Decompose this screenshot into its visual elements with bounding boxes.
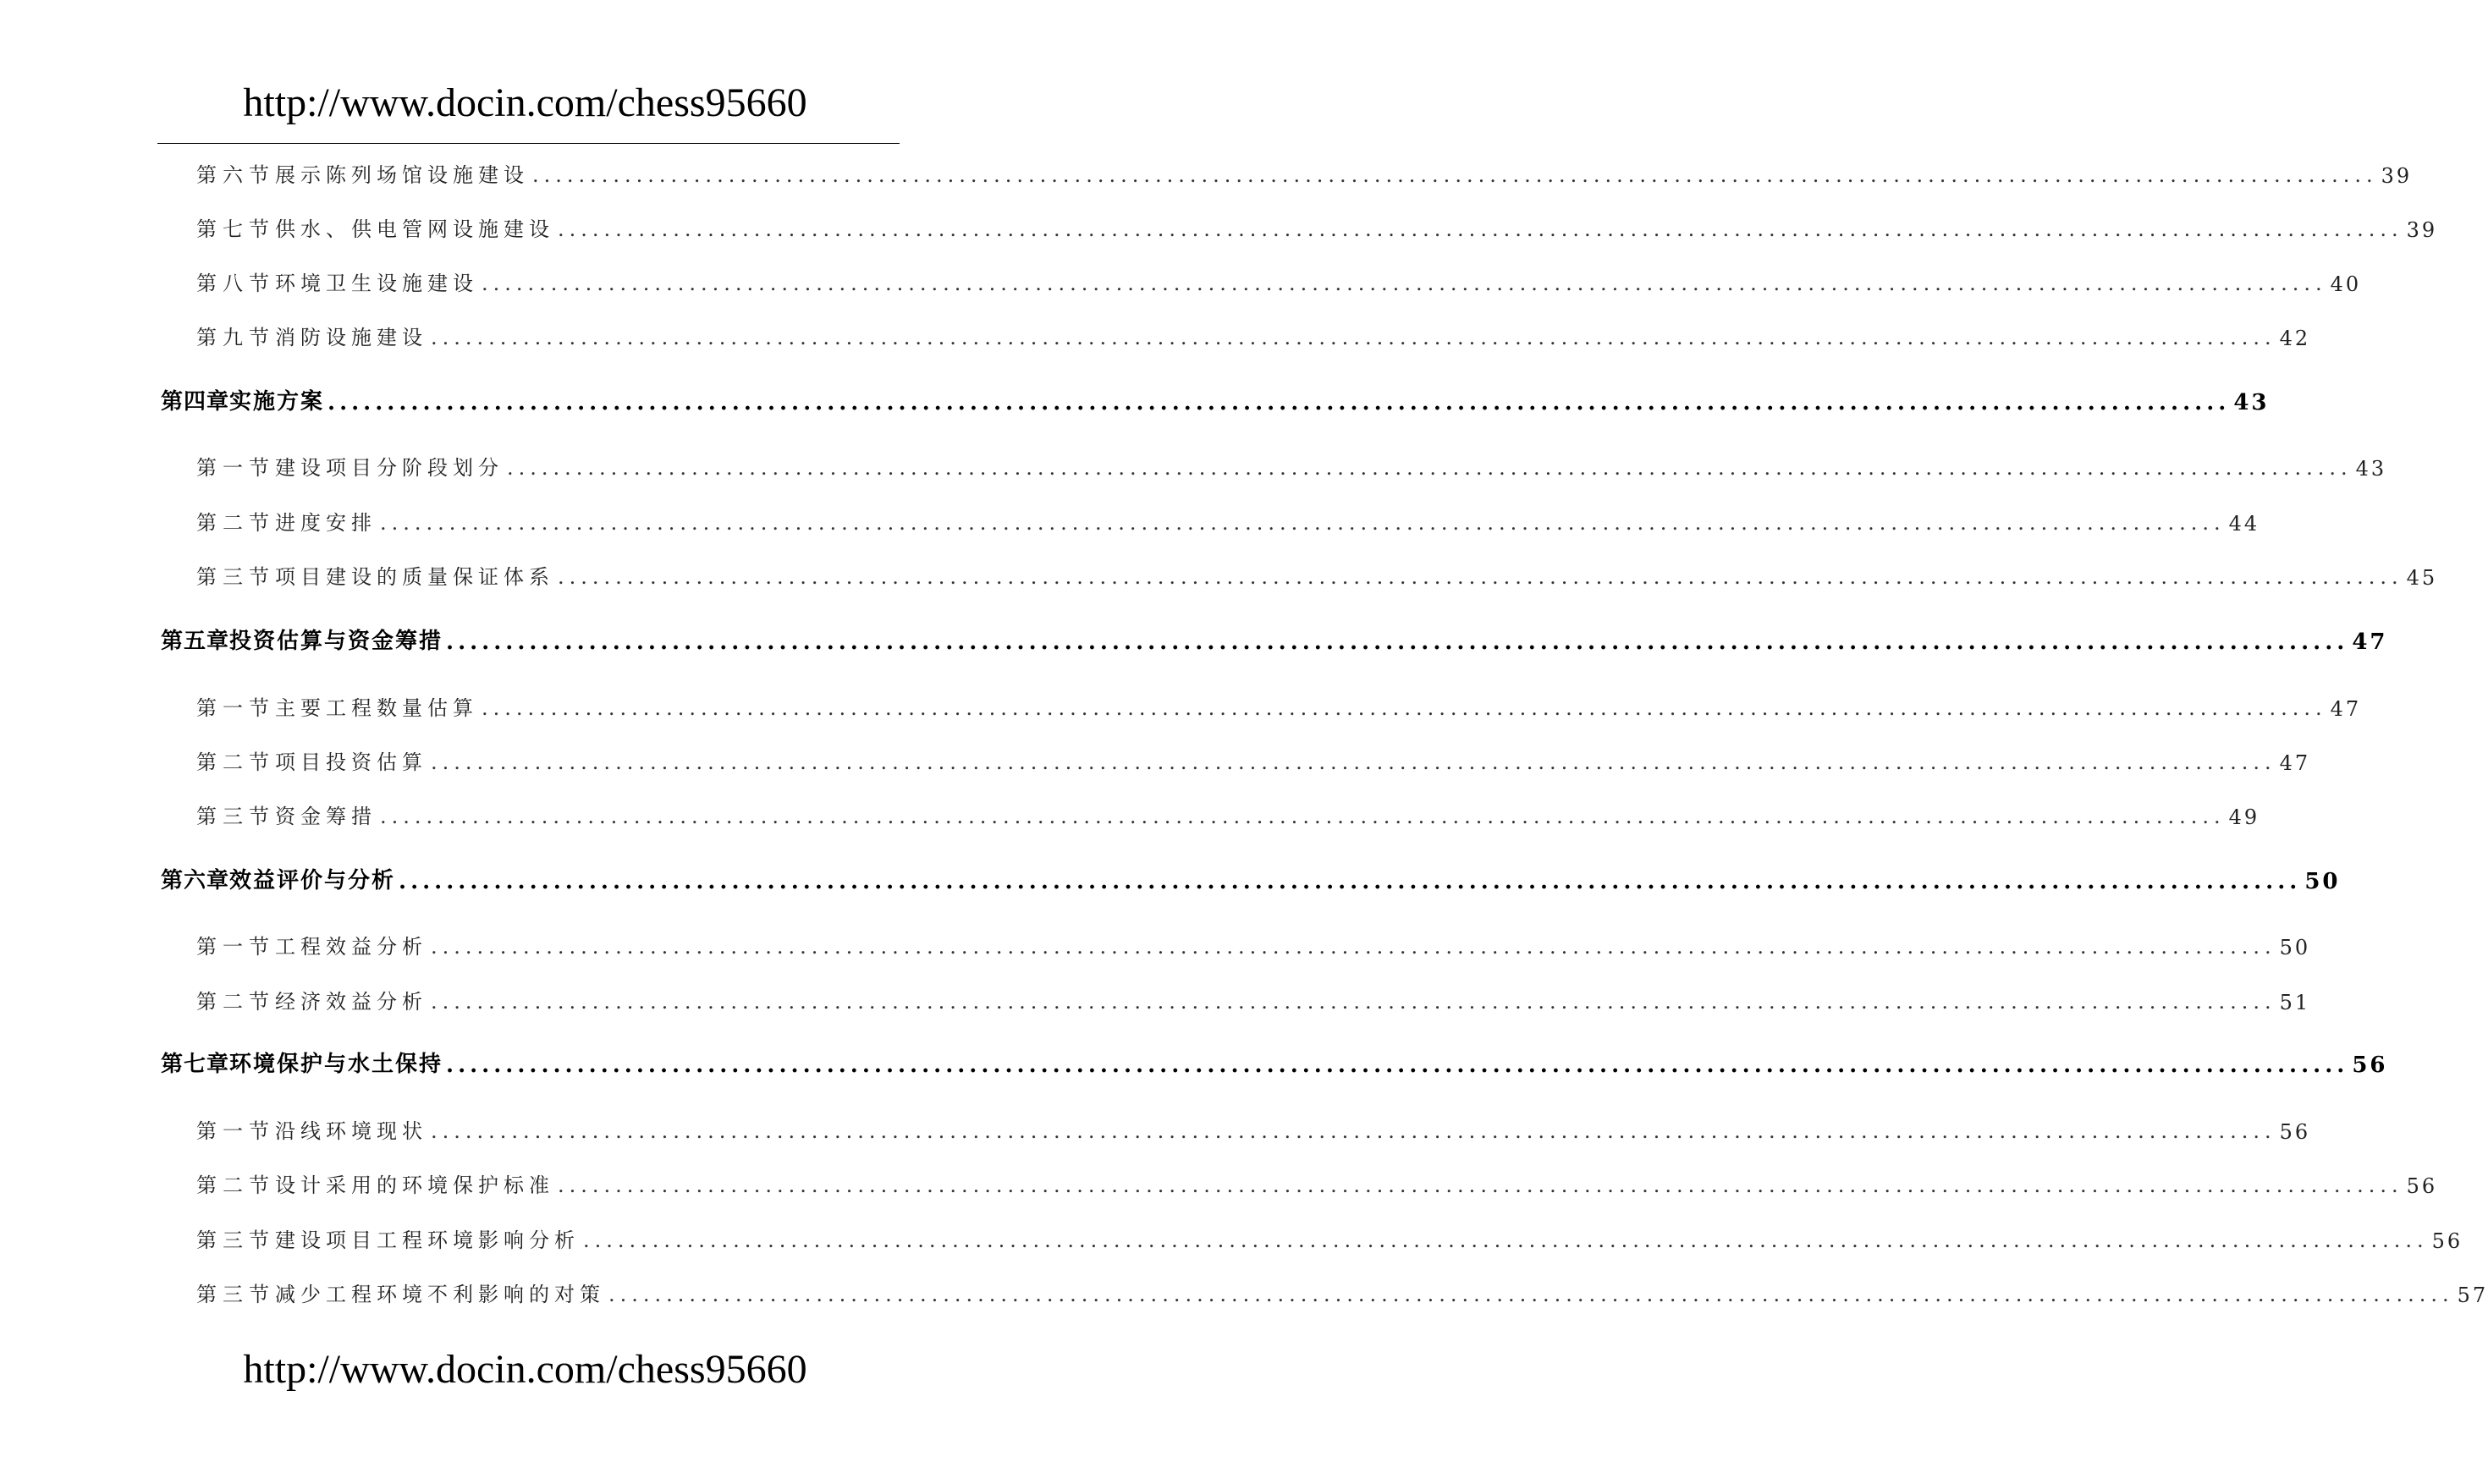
toc-section-entry[interactable] [0,799,2260,829]
toc-entry-label: 第二节 [196,511,275,535]
toc-entry-label: 第一节 [196,935,275,959]
toc-section-entry[interactable] [0,690,2362,721]
toc-entry-title: 沿线环境现状 [275,1119,427,1143]
toc-entry-title: 效益评价与分析 [229,868,396,893]
toc-dot-leader: ................................................................................................................................................................ [380,511,2226,535]
toc-dot-leader: ................................................................................................................................................................ [431,750,2276,774]
toc-dot-leader: ................................................................................................................................................................ [431,990,2276,1014]
toc-dot-leader: ................................................................................................................................................................ [431,1119,2276,1143]
toc-dot-leader: ................................................................................................................................................................ [482,272,2327,295]
toc-section-entry[interactable] [0,1223,2463,1253]
toc-section-entry[interactable] [0,450,2387,481]
toc-section-entry[interactable] [0,745,2311,775]
toc-dot-leader: ................................................................................................................................................................ [532,163,2378,187]
toc-entry-title: 建设项目分阶段划分 [275,456,504,480]
toc-entry-page-number: 47 [2352,629,2388,655]
toc-entry-title: 资金筹措 [275,805,377,828]
toc-section-entry[interactable] [0,266,2362,296]
toc-entry-page-number: 44 [2228,512,2260,536]
toc-entry-title: 消防设施建设 [275,326,427,349]
toc-dot-leader: ................................................................................................................................................................ [431,326,2276,349]
toc-entry-title: 环境卫生设施建设 [275,272,478,295]
toc-entry-title: 减少工程环境不利影响的对策 [275,1283,605,1306]
toc-entry-label: 第七节 [196,217,275,241]
toc-entry-title: 建设项目工程环境影响分析 [275,1228,580,1252]
toc-entry-title: 投资估算与资金筹措 [229,629,443,654]
toc-entry-label: 第一节 [196,456,275,480]
toc-entry-page-number: 50 [2304,869,2341,894]
toc-dot-leader: ................................................................................................................................................................ [583,1228,2429,1252]
toc-entry-title: 项目建设的质量保证体系 [275,565,554,589]
toc-entry-page-number: 56 [2352,1053,2388,1078]
toc-chapter-entry[interactable] [0,864,2341,894]
toc-entry-title: 经济效益分析 [275,990,427,1014]
toc-dot-leader: ................................................................................................................................................................ [558,1173,2403,1197]
toc-section-entry[interactable] [0,1168,2438,1198]
toc-section-entry[interactable] [0,929,2311,959]
toc-entry-title: 工程效益分析 [275,935,427,959]
toc-entry-page-number: 43 [2355,457,2387,481]
toc-section-entry[interactable] [0,212,2438,242]
toc-entry-title: 主要工程数量估算 [275,696,478,720]
toc-entry-page-number: 56 [2406,1174,2438,1198]
toc-entry-page-number: 39 [2406,218,2438,242]
toc-entry-page-number: 43 [2233,390,2270,415]
footer-url: http://www.docin.com/chess95660 [243,1347,807,1392]
toc-entry-page-number: 56 [2431,1229,2463,1253]
toc-section-entry[interactable] [0,1113,2311,1144]
toc-section-entry[interactable] [0,1277,2488,1307]
toc-entry-label: 第三节 [196,805,275,828]
toc-dot-leader: ................................................................................................................................................................ [608,1283,2454,1306]
toc-entry-page-number: 45 [2406,566,2438,590]
toc-entry-label: 第一节 [196,696,275,720]
toc-entry-label: 第七章 [161,1052,230,1077]
toc-entry-label: 第二节 [196,750,275,774]
toc-entry-label: 第九节 [196,326,275,349]
toc-entry-page-number: 49 [2228,805,2260,829]
toc-entry-label: 第二节 [196,1173,275,1197]
toc-entry-page-number: 50 [2279,936,2311,959]
toc-entry-title: 环境保护与水土保持 [229,1052,443,1077]
toc-entry-title: 展示陈列场馆设施建设 [275,163,529,187]
toc-entry-label: 第三节 [196,1228,275,1252]
toc-section-entry[interactable] [0,984,2311,1014]
toc-entry-label: 第三节 [196,1283,275,1306]
toc-entry-page-number: 57 [2457,1283,2488,1307]
toc-entry-title: 实施方案 [229,389,325,415]
toc-entry-label: 第三节 [196,565,275,589]
toc-section-entry[interactable] [0,505,2260,536]
toc-section-entry[interactable] [0,320,2311,350]
toc-entry-page-number: 51 [2279,991,2311,1014]
toc-entry-label: 第八节 [196,272,275,295]
toc-section-entry[interactable] [0,157,2413,188]
toc-entry-page-number: 56 [2279,1120,2311,1144]
toc-entry-title: 进度安排 [275,511,377,535]
toc-entry-label: 第六章 [161,868,230,893]
toc-chapter-entry[interactable] [0,624,2388,655]
toc-entry-page-number: 39 [2381,164,2413,188]
toc-dot-leader: ................................................................................................................................................................ [482,696,2327,720]
toc-dot-leader: ................................................................................................................................................................ [380,805,2226,828]
toc-dot-leader: ................................................................................................................................................................ [558,565,2403,589]
toc-dot-leader: ................................................................................................................................................................ [507,456,2353,480]
toc-chapter-entry[interactable] [0,385,2270,415]
toc-entry-page-number: 42 [2279,327,2311,350]
toc-entry-label: 第五章 [161,629,230,654]
header-rule [157,143,900,144]
toc-dot-leader: ................................................................................................................................................................ [431,935,2276,959]
header-url: http://www.docin.com/chess95660 [243,80,807,125]
toc-dot-leader: ................................................................................................................................................................ [446,1053,2349,1078]
toc-entry-title: 项目投资估算 [275,750,427,774]
toc-entry-title: 供水、供电管网设施建设 [275,217,554,241]
toc-entry-label: 第一节 [196,1119,275,1143]
toc-dot-leader: ................................................................................................................................................................ [328,390,2231,415]
toc-chapter-entry[interactable] [0,1047,2388,1078]
toc-entry-page-number: 47 [2330,697,2362,721]
toc-entry-page-number: 47 [2279,751,2311,775]
toc-dot-leader: ................................................................................................................................................................ [446,629,2349,655]
toc-dot-leader: ................................................................................................................................................................ [558,217,2403,241]
toc-entry-label: 第二节 [196,990,275,1014]
toc-section-entry[interactable] [0,559,2438,590]
toc-entry-label: 第四章 [161,389,230,415]
toc-entry-title: 设计采用的环境保护标准 [275,1173,554,1197]
toc-entry-page-number: 40 [2330,272,2362,296]
toc-dot-leader: ................................................................................................................................................................ [399,869,2302,894]
toc-entry-label: 第六节 [196,163,275,187]
